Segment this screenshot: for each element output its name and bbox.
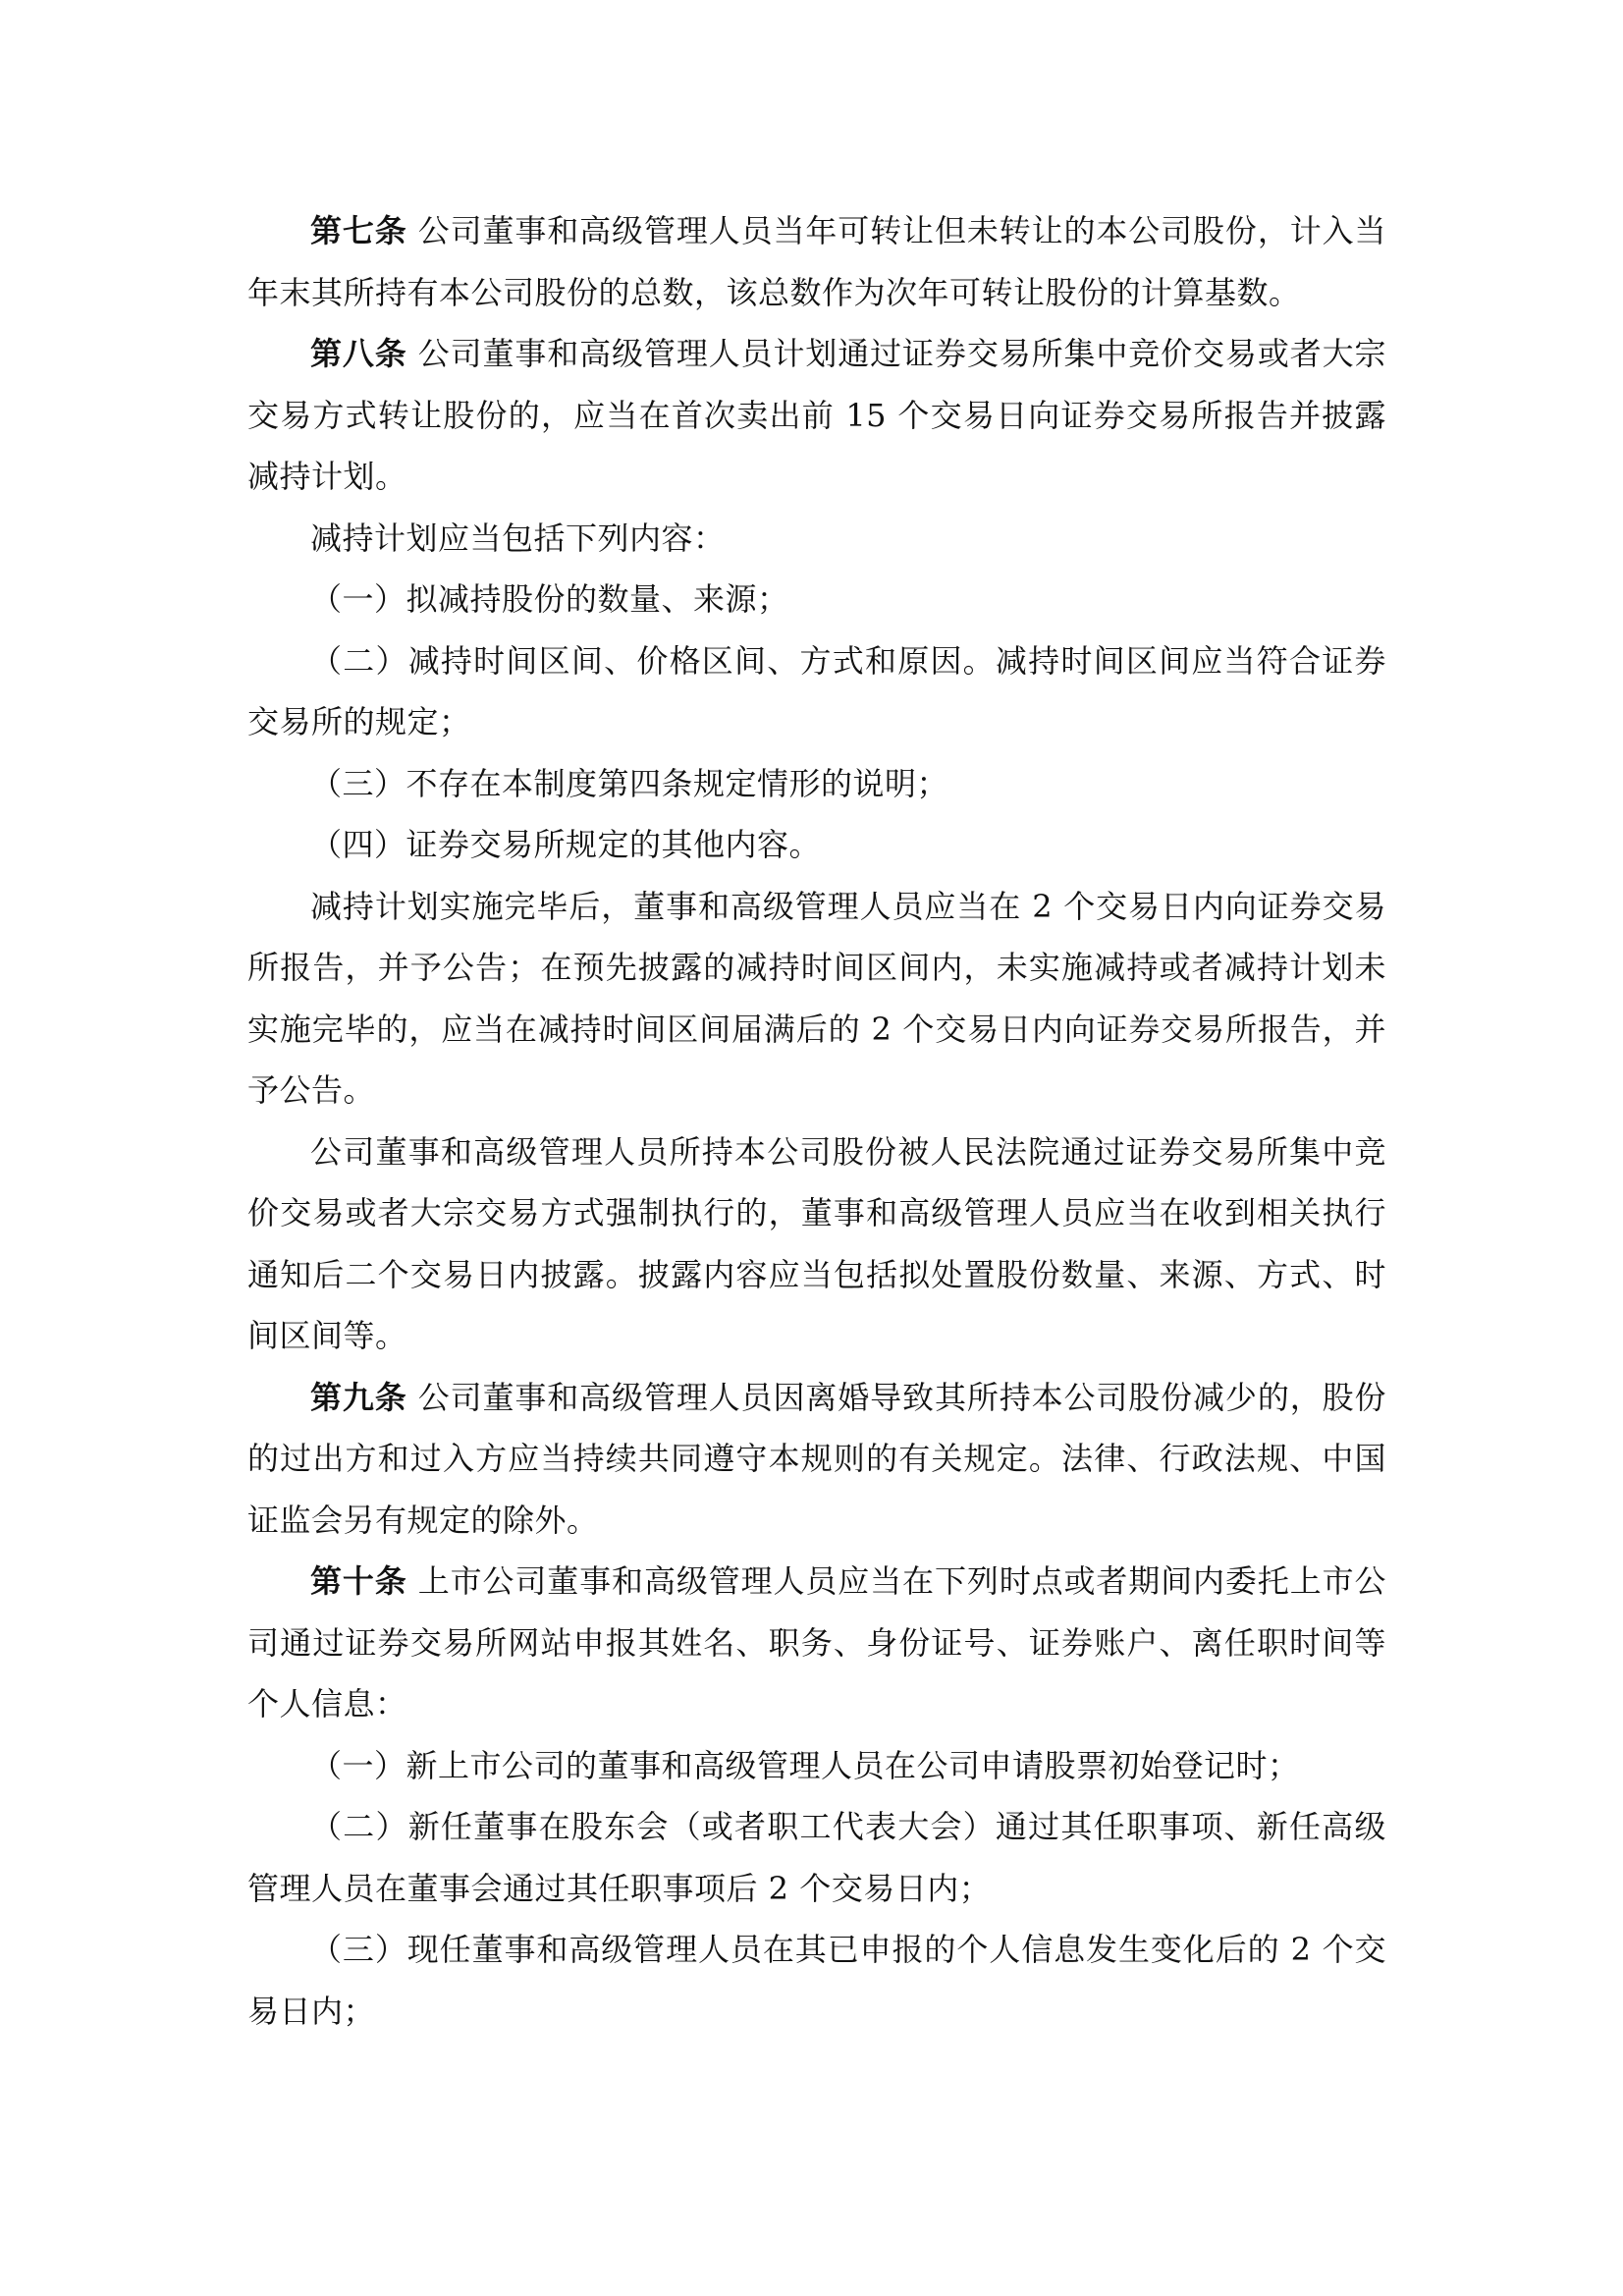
plan-item-4-text: （四）证券交易所规定的其他内容。 [310,826,822,863]
document-page [247,200,1386,2042]
reduction-plan-intro-text: 减持计划应当包括下列内容： [310,519,726,557]
plan-item-2-text: （二）减持时间区间、价格区间、方式和原因。减持时间区间应当符合证券交易所的规定； [247,641,1386,740]
court-enforcement-text: 公司董事和高级管理人员所持本公司股份被人民法院通过证券交易所集中竞价交易或者大宗交易方式强制执行的，董事和高级管理人员应当在收到相关执行通知后二个交易日内披露。披露内容应当包括拟处置股份数量、来源、方式、时间区间等。 [247,1132,1386,1354]
filing-item-1 [247,1735,1386,1797]
article-8-text: 公司董事和高级管理人员计划通过证券交易所集中竞价交易或者大宗交易方式转让股份的，应当在首次卖出前 15 个交易日向证券交易所报告并披露减持计划。 [247,335,1386,495]
plan-item-1 [247,569,1386,630]
article-9-paragraph [247,1367,1386,1552]
filing-item-2 [247,1796,1386,1919]
article-7-paragraph [247,200,1386,323]
plan-completion-text: 减持计划实施完毕后，董事和高级管理人员应当在 2 个交易日内向证券交易所报告，并予公告；在预先披露的减持时间区间内，未实施减持或者减持计划未实施完毕的，应当在减持时间区间届满后的 2 个交易日内向证券交易所报告，并予公告。 [247,887,1386,1109]
article-8-paragraph [247,323,1386,508]
filing-item-1-text: （一）新上市公司的董事和高级管理人员在公司申请股票初始登记时； [310,1746,1300,1784]
filing-item-3 [247,1919,1386,2042]
article-10-heading: 第十条 [310,1562,407,1600]
article-9-heading: 第九条 [310,1378,407,1416]
plan-item-3-text: （三）不存在本制度第四条规定情形的说明； [310,764,949,802]
plan-completion-paragraph [247,876,1386,1121]
plan-item-3 [247,753,1386,815]
article-10-paragraph [247,1551,1386,1735]
reduction-plan-intro [247,508,1386,570]
filing-item-3-text: （三）现任董事和高级管理人员在其已申报的个人信息发生变化后的 2 个交易日内； [247,1931,1386,2030]
court-enforcement-paragraph [247,1121,1386,1367]
article-10-text: 上市公司董事和高级管理人员应当在下列时点或者期间内委托上市公司通过证券交易所网站申报其姓名、职务、身份证号、证券账户、离任职时间等个人信息： [247,1562,1386,1722]
plan-item-4 [247,814,1386,876]
plan-item-2 [247,630,1386,753]
article-7-heading: 第七条 [310,212,407,249]
article-9-text: 公司董事和高级管理人员因离婚导致其所持本公司股份减少的，股份的过出方和过入方应当持续共同遵守本规则的有关规定。法律、行政法规、中国证监会另有规定的除外。 [247,1378,1386,1539]
plan-item-1-text: （一）拟减持股份的数量、来源； [310,580,789,618]
filing-item-2-text: （二）新任董事在股东会（或者职工代表大会）通过其任职事项、新任高级管理人员在董事会通过其任职事项后 2 个交易日内； [247,1808,1386,1907]
article-7-text: 公司董事和高级管理人员当年可转让但未转让的本公司股份，计入当年末其所持有本公司股份的总数，该总数作为次年可转让股份的计算基数。 [247,212,1386,311]
article-8-heading: 第八条 [310,335,407,372]
